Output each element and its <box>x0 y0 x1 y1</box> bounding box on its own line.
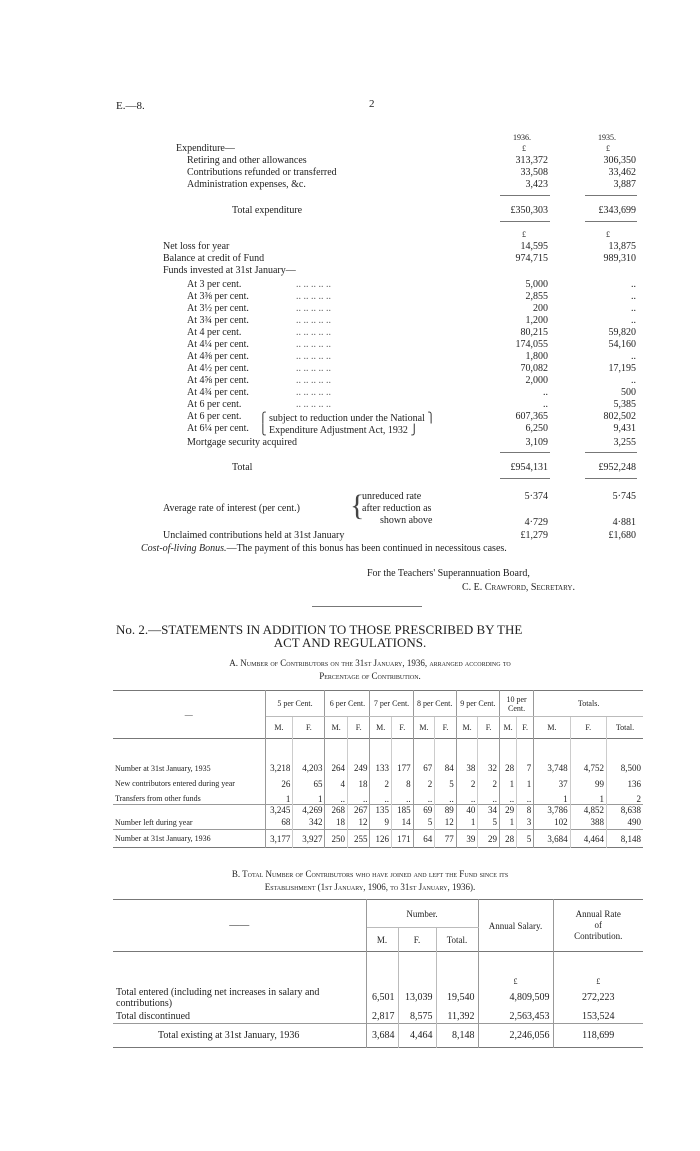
table-cell: 29 <box>478 830 500 848</box>
tableA-spacer-cell <box>325 739 347 763</box>
brace: { <box>350 489 365 522</box>
table-cell: 69 <box>413 805 435 816</box>
tableA-spacer-cell <box>347 739 369 763</box>
tableB-rate-head <box>553 900 643 952</box>
rule <box>585 195 637 196</box>
tableA-spacer-cell <box>456 739 478 763</box>
table-cell: 8,148 <box>620 833 641 844</box>
rate-value-1936: 1,800 <box>525 351 548 362</box>
net-loss-1935: 13,875 <box>608 241 636 252</box>
table-cell: 5 <box>413 816 435 830</box>
leader-dots: .. .. .. .. .. <box>296 375 331 386</box>
expenditure-value-1936: 33,508 <box>520 167 548 178</box>
table-cell: 3,245 <box>265 805 293 816</box>
table-cell: 4,809,509 <box>478 986 553 1010</box>
table-cell: 2,817 <box>366 1010 398 1024</box>
rule <box>500 195 550 196</box>
page-number: 2 <box>369 98 375 110</box>
row-label: Total existing at 31st January, 1936 <box>113 1024 366 1048</box>
unclaimed-label: Unclaimed contributions held at 31st January <box>163 530 345 541</box>
table-cell: 40 <box>456 805 478 816</box>
net-loss-1936: 14,595 <box>520 241 548 252</box>
tableB-title1: B. Total Number of Contributors who have joined and left the Fund since its <box>231 869 509 879</box>
tableA-sub-head: M. <box>499 717 516 739</box>
table-cell: 185 <box>392 805 414 816</box>
rule <box>500 452 550 453</box>
table-cell: .. <box>499 794 516 805</box>
rate-value-1935: .. <box>631 303 636 314</box>
rate-value-1935: 59,820 <box>608 327 636 338</box>
table-cell: 118,699 <box>582 1030 615 1041</box>
tableA-sub-head: F. <box>478 717 500 739</box>
rate-value-1935: .. <box>631 279 636 290</box>
rate-label: At 6¼ per cent. <box>187 423 249 434</box>
table-cell: .. <box>478 794 500 805</box>
currency-1935: £ <box>606 144 610 153</box>
table-cell: 8 <box>392 774 414 794</box>
rate-value-1936: .. <box>543 399 548 410</box>
table-cell: 3,786 <box>534 805 570 816</box>
tableA-spacer-cell <box>392 739 414 763</box>
table-cell: 135 <box>370 805 392 816</box>
rate-value-1935: .. <box>631 315 636 326</box>
table-cell: 249 <box>347 763 369 774</box>
table-cell: 64 <box>413 830 435 848</box>
tableA-sub-head: F. <box>392 717 414 739</box>
tableB-salary-currency: £ <box>478 952 553 986</box>
table-cell: 68 <box>265 816 293 830</box>
table-cell: 1 <box>499 774 516 794</box>
currency-1936: £ <box>522 144 526 153</box>
table-row <box>113 805 643 816</box>
tableA-sub-head: M. <box>370 717 392 739</box>
tableA-sub-head: M. <box>413 717 435 739</box>
tableB-rate-head-line: Annual Rate <box>575 909 621 919</box>
tableA-sub-head: M. <box>534 717 570 739</box>
table-cell: 6,501 <box>366 986 398 1010</box>
table-cell: 102 <box>534 816 570 830</box>
table-cell: 8,638 <box>620 805 641 816</box>
table-cell: 3,684 <box>366 1024 398 1048</box>
table-cell: 38 <box>456 763 478 774</box>
tableB-f-head: F. <box>398 928 436 952</box>
table-cell: 490 <box>627 817 641 828</box>
table-cell: 4,269 <box>293 805 325 816</box>
table-row <box>113 830 643 848</box>
tableA-sub-head: M. <box>265 717 293 739</box>
rule <box>585 452 637 453</box>
tableA-spacer-cell <box>370 739 392 763</box>
table-cell: .. <box>347 794 369 805</box>
rate-value-1936: .. <box>543 387 548 398</box>
bonus-paragraph <box>141 543 507 554</box>
expenditure-label: Contributions refunded or transferred <box>187 167 337 178</box>
table-cell: 177 <box>392 763 414 774</box>
table-cell: 3,177 <box>265 830 293 848</box>
rate-value-1935: 9,431 <box>613 423 636 434</box>
tableB <box>113 899 643 1048</box>
expenditure-label: Administration expenses, &c. <box>187 179 306 190</box>
rate-label: At 4⅜ per cent. <box>187 351 249 362</box>
row-label: Transfers from other funds <box>113 794 265 805</box>
tableA-spacer-cell <box>534 739 570 763</box>
rate-value-1936: 1,200 <box>525 315 548 326</box>
avg-after-1936: 4·729 <box>524 517 548 528</box>
row-label: New contributors entered during year <box>113 774 265 794</box>
table-cell: 13,039 <box>398 986 436 1010</box>
table-cell: .. <box>325 794 347 805</box>
table-cell: 5 <box>517 830 534 848</box>
table-row <box>113 1024 643 1048</box>
table-cell: 250 <box>325 830 347 848</box>
table-cell: 5 <box>435 774 457 794</box>
table-cell: 3,927 <box>293 830 325 848</box>
row-label: Total entered (including net increases in salary and contributions) <box>113 986 366 1010</box>
tableA-spacer-cell <box>517 739 534 763</box>
total-expenditure-1935: £343,699 <box>598 205 636 216</box>
rate-label: At 4¼ per cent. <box>187 339 249 350</box>
statements-heading2: ACT AND REGULATIONS. <box>273 635 427 650</box>
rate-value-1935: .. <box>631 375 636 386</box>
table-row <box>113 986 643 1010</box>
table-cell: 171 <box>392 830 414 848</box>
table-cell: 272,223 <box>582 992 615 1003</box>
tableA-sub-head: F. <box>570 717 606 739</box>
tableB-rate-head-line: of <box>594 920 602 930</box>
rule <box>585 221 637 222</box>
table-cell: 32 <box>478 763 500 774</box>
table-cell: 2,246,056 <box>478 1024 553 1048</box>
tableA-spacer-cell <box>293 739 325 763</box>
row-label: Total discontinued <box>113 1010 366 1024</box>
tableA-group-head: Totals. <box>534 691 643 717</box>
leader-dots: .. .. .. .. .. <box>296 279 331 290</box>
table-cell: .. <box>456 794 478 805</box>
expenditure-value-1935: 306,350 <box>603 155 636 166</box>
table-cell: 2 <box>456 774 478 794</box>
balance-1936: 974,715 <box>515 253 548 264</box>
statements-heading1: No. 2.—STATEMENTS IN ADDITION TO THOSE PRESCRIBED BY THE <box>116 622 523 637</box>
tableA-sub-head: Total. <box>615 723 635 732</box>
tableA-group-head: 6 per Cent. <box>325 691 370 717</box>
table-cell: .. <box>370 794 392 805</box>
table-cell: 2 <box>413 774 435 794</box>
row-label: Number at 31st January, 1936 <box>113 830 265 848</box>
tableA-group-head: 7 per Cent. <box>370 691 413 717</box>
table-cell: 65 <box>293 774 325 794</box>
unclaimed-1935: £1,680 <box>608 530 636 541</box>
table-cell: 126 <box>370 830 392 848</box>
table-cell: 342 <box>293 816 325 830</box>
tableA-sub-head: M. <box>456 717 478 739</box>
table-cell: 18 <box>347 774 369 794</box>
table-cell: 8,575 <box>398 1010 436 1024</box>
signature-line2: C. E. Crawford, Secretary. <box>462 582 575 593</box>
table-cell: 28 <box>499 830 516 848</box>
leader-dots: .. .. .. .. .. <box>296 363 331 374</box>
table-cell: 3 <box>517 816 534 830</box>
rule <box>500 221 550 222</box>
tableA-title1: A. Number of Contributors on the 31st January, 1936, arranged according to <box>229 658 511 668</box>
table-cell: 67 <box>413 763 435 774</box>
avg-unreduced-label: unreduced rate <box>362 491 422 502</box>
table-cell: 255 <box>347 830 369 848</box>
table-cell: .. <box>435 794 457 805</box>
fund-total-1936: £954,131 <box>510 462 548 473</box>
tableA-sub-head: M. <box>325 717 347 739</box>
table-cell: .. <box>392 794 414 805</box>
avg-unreduced-1935: 5·745 <box>612 491 636 502</box>
table-row <box>113 1010 643 1024</box>
avg-after-label: shown above <box>380 515 433 526</box>
table-cell: 2 <box>478 774 500 794</box>
table-cell: 99 <box>570 774 606 794</box>
table-cell: 1 <box>293 794 325 805</box>
table-cell: 1 <box>499 816 516 830</box>
rate-value-1935: 500 <box>621 387 636 398</box>
rate-label: At 4 per cent. <box>187 327 242 338</box>
table-cell: 4,464 <box>570 830 606 848</box>
leader-dots: .. .. .. .. .. <box>296 291 331 302</box>
table-cell: 2 <box>370 774 392 794</box>
bonus-title: Cost-of-living Bonus. <box>141 543 227 554</box>
leader-dots: .. .. .. .. .. <box>296 387 331 398</box>
total-expenditure-1936: £350,303 <box>510 205 548 216</box>
table-cell: 3,218 <box>265 763 293 774</box>
row-label <box>113 805 265 816</box>
table-cell: 39 <box>456 830 478 848</box>
total-expenditure-label: Total expenditure <box>232 205 303 216</box>
table-cell: 1 <box>534 794 570 805</box>
table-row <box>113 816 643 830</box>
table-cell: 12 <box>435 816 457 830</box>
year-1936-header: 1936. <box>513 133 531 142</box>
table-cell: 2 <box>636 793 641 804</box>
expenditure-value-1936: 3,423 <box>525 179 548 190</box>
tableA-spacer-cell <box>413 739 435 763</box>
currency-1935: £ <box>606 230 610 239</box>
mortgage-1935: 3,255 <box>613 437 636 448</box>
rate-value-1935: .. <box>631 351 636 362</box>
tableA-group-head: 10 per Cent. <box>499 691 533 717</box>
table-cell: 18 <box>325 816 347 830</box>
table-cell: 1 <box>265 794 293 805</box>
table-cell: 28 <box>499 763 516 774</box>
tableA-group-head: 5 per Cent. <box>265 691 325 717</box>
row-label: Number left during year <box>113 816 265 830</box>
table-cell: 14 <box>392 816 414 830</box>
table-cell: 133 <box>370 763 392 774</box>
table-cell: 4,464 <box>398 1024 436 1048</box>
tableA-stub-head: — <box>113 691 265 739</box>
rate-value-1935: .. <box>631 291 636 302</box>
table-cell: 264 <box>325 763 347 774</box>
table-cell: 4,203 <box>293 763 325 774</box>
table-cell: 77 <box>435 830 457 848</box>
tableA-title2: Percentage of Contribution. <box>319 671 421 681</box>
rate-value-1936: 2,855 <box>525 291 548 302</box>
table-cell: 8 <box>517 805 534 816</box>
rate-label: At 4½ per cent. <box>187 363 249 374</box>
table-cell: 4 <box>325 774 347 794</box>
table-cell: 3,684 <box>534 830 570 848</box>
leader-dots: .. .. .. .. .. <box>296 327 331 338</box>
tableB-number-head: Number. <box>366 900 478 928</box>
tableA-group-head: 8 per Cent. <box>413 691 456 717</box>
table-cell: 153,524 <box>582 1010 615 1022</box>
table-cell: 2,563,453 <box>478 1010 553 1024</box>
table-cell: 89 <box>435 805 457 816</box>
table-cell: 11,392 <box>436 1010 478 1024</box>
balance-1935: 989,310 <box>603 253 636 264</box>
table-cell: 37 <box>534 774 570 794</box>
rate-label: At 3 per cent. <box>187 279 242 290</box>
leader-dots: .. .. .. .. .. <box>296 399 331 410</box>
rate-value-1936: 6,250 <box>525 423 548 434</box>
tableA-spacer-cell <box>570 739 606 763</box>
balance-label: Balance at credit of Fund <box>163 253 265 264</box>
rate-label: At 4⅝ per cent. <box>187 375 249 386</box>
tableA-spacer-row <box>113 739 643 763</box>
rate-value-1936: 80,215 <box>520 327 548 338</box>
rate-label: At 3¾ per cent. <box>187 315 249 326</box>
rate-value-1936: 174,055 <box>515 339 548 350</box>
table-cell: 1 <box>456 816 478 830</box>
table-cell: 7 <box>517 763 534 774</box>
rate-label: At 3⅜ per cent. <box>187 291 249 302</box>
rate-label: At 4¾ per cent. <box>187 387 249 398</box>
table-row <box>113 774 643 794</box>
rate-value-1936: 200 <box>533 303 548 314</box>
avg-unreduced-1936: 5·374 <box>524 491 548 502</box>
expenditure-value-1935: 33,462 <box>608 167 636 178</box>
avg-after-1935: 4·881 <box>612 517 636 528</box>
table-row <box>113 763 643 774</box>
table-cell: 8,148 <box>436 1024 478 1048</box>
table-cell: 26 <box>265 774 293 794</box>
table-cell: .. <box>413 794 435 805</box>
table-cell: 29 <box>499 805 516 816</box>
tableA-sub-head: F. <box>435 717 457 739</box>
table-row <box>113 794 643 805</box>
signature-line1: For the Teachers' Superannuation Board, <box>367 568 530 579</box>
tableB-salary-head: Annual Salary. <box>478 900 553 952</box>
table-cell: 388 <box>570 816 606 830</box>
rate-value-1936: 70,082 <box>520 363 548 374</box>
rate-value-1935: 802,502 <box>603 411 636 422</box>
rate-value-1935: 5,385 <box>613 399 636 410</box>
table-cell: 4,852 <box>570 805 606 816</box>
rate-value-1936: 607,365 <box>515 411 548 422</box>
table-cell: 4,752 <box>570 763 606 774</box>
table-cell: 1 <box>517 774 534 794</box>
tableA-sub-head: F. <box>517 717 534 739</box>
tableB-rate-currency: £ <box>596 976 601 986</box>
table-cell: 5 <box>478 816 500 830</box>
tableA-spacer-cell <box>478 739 500 763</box>
row-label: Number at 31st January, 1935 <box>113 763 265 774</box>
rate-value-1936: 5,000 <box>525 279 548 290</box>
tableA-spacer-cell <box>606 739 643 763</box>
rate-value-1936: 2,000 <box>525 375 548 386</box>
avg-rate-label: Average rate of interest (per cent.) <box>163 503 300 514</box>
divider <box>312 606 422 607</box>
fund-total-label: Total <box>232 462 253 473</box>
currency-1936: £ <box>522 230 526 239</box>
bonus-text: —The payment of this bonus has been continued in necessitous cases. <box>226 543 507 554</box>
leader-dots: .. .. .. .. .. <box>296 303 331 314</box>
table-cell: 84 <box>435 763 457 774</box>
rate-label: At 6 per cent. <box>187 411 242 422</box>
invested-heading: Funds invested at 31st January— <box>163 265 296 276</box>
tableA <box>113 690 643 848</box>
table-cell: 3,748 <box>534 763 570 774</box>
expenditure-value-1936: 313,372 <box>515 155 548 166</box>
mortgage-1936: 3,109 <box>525 437 548 448</box>
table-cell: 12 <box>347 816 369 830</box>
expenditure-label: Retiring and other allowances <box>187 155 307 166</box>
page-ref: E.—8. <box>116 100 145 112</box>
brace-text: ⎧ subject to reduction under the National ⎫ <box>259 413 435 424</box>
tableA-spacer-cell <box>499 739 516 763</box>
fund-total-1935: £952,248 <box>598 462 636 473</box>
table-cell: 268 <box>325 805 347 816</box>
tableB-rate-head-line: Contribution. <box>574 931 623 941</box>
tableB-title2: Establishment (1st January, 1906, to 31st January, 1936). <box>264 882 476 892</box>
rate-label: At 3½ per cent. <box>187 303 249 314</box>
expenditure-heading: Expenditure— <box>176 143 235 154</box>
year-1935-header: 1935. <box>598 133 616 142</box>
tableA-group-head: 9 per Cent. <box>456 691 499 717</box>
expenditure-value-1935: 3,887 <box>613 179 636 190</box>
leader-dots: .. .. .. .. .. <box>296 315 331 326</box>
rule <box>500 478 550 479</box>
table-cell: 136 <box>627 778 641 789</box>
rate-value-1935: 17,195 <box>608 363 636 374</box>
table-cell: 19,540 <box>436 986 478 1010</box>
rule <box>585 478 637 479</box>
table-cell: .. <box>517 794 534 805</box>
table-cell: 8,500 <box>620 763 641 773</box>
net-loss-label: Net loss for year <box>163 241 230 252</box>
table-cell: 267 <box>347 805 369 816</box>
mortgage-label: Mortgage security acquired <box>187 437 297 448</box>
tableA-spacer-cell <box>113 739 265 763</box>
unclaimed-1936: £1,279 <box>520 530 548 541</box>
rate-value-1935: 54,160 <box>608 339 636 350</box>
table-cell: 9 <box>370 816 392 830</box>
tableB-m-head: M. <box>366 928 398 952</box>
tableB-total-head: Total. <box>436 928 478 952</box>
rate-label: At 6 per cent. <box>187 399 242 410</box>
table-cell: 34 <box>478 805 500 816</box>
tableA-spacer-cell <box>435 739 457 763</box>
brace-text: ⎩ Expenditure Adjustment Act, 1932 ⎭ <box>259 425 418 436</box>
tableA-sub-head: F. <box>293 717 325 739</box>
tableA-sub-head: F. <box>347 717 369 739</box>
tableA-spacer-cell <box>265 739 293 763</box>
avg-after-label: after reduction as <box>362 503 432 514</box>
table-cell: 1 <box>570 794 606 805</box>
tableB-stub-head: —— <box>113 900 366 952</box>
leader-dots: .. .. .. .. .. <box>296 351 331 362</box>
leader-dots: .. .. .. .. .. <box>296 339 331 350</box>
